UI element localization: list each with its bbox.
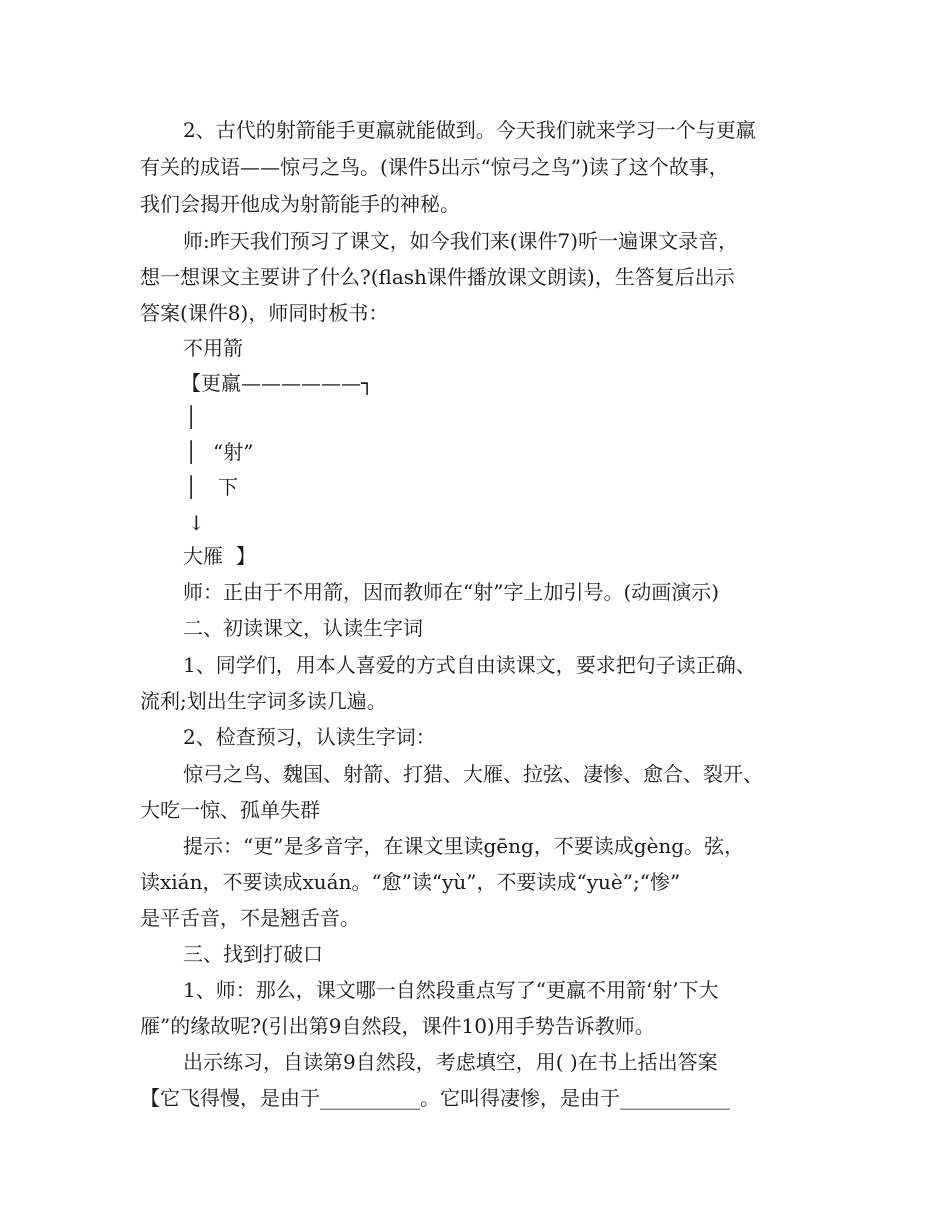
paragraph-line: 1、师：那么，课文哪一自然段重点写了“更羸不用箭‘射’下大 [183,978,719,1002]
paragraph-line: 惊弓之鸟、魏国、射箭、打猎、大雁、拉弦、凄惨、愈合、裂开、 [183,762,763,786]
paragraph-line: 是平舌音，不是翘舌音。 [140,906,360,930]
board-text-line: 不用箭 [183,336,243,360]
board-bracket-line: │ [185,440,198,464]
paragraph-line: 大吃一惊、孤单失群 [140,798,320,822]
paragraph-line: 师:昨天我们预习了课文，如今我们来(课件7)听一遍课文录音， [183,229,739,253]
board-text-line: 大雁 】 [183,544,256,568]
board-text-line: 下 [218,475,238,499]
paragraph-line: 2、检查预习，认读生字词： [183,725,436,749]
paragraph-line: 流利;划出生字词多读几遍。 [140,689,387,713]
board-text-line: “射” [213,440,254,464]
section-heading: 二、初读课文，认读生字词 [183,616,423,640]
paragraph-line: 读xián，不要读成xuán。“愈”读“yù”，不要读成“yuè”;“惨” [140,870,681,894]
paragraph-line: 1、同学们，用本人喜爱的方式自由读课文，要求把句子读正确、 [183,653,756,677]
paragraph-line: 我们会揭开他成为射箭能手的神秘。 [140,192,460,216]
paragraph-line: 雁”的缘故呢?(引出第9自然段，课件10)用手势告诉教师。 [140,1014,655,1038]
paragraph-line: 出示练习，自读第9自然段，考虑填空，用( )在书上括出答案 [183,1050,718,1074]
board-text-line: 【更羸——————┐ [181,371,374,395]
section-heading: 三、找到打破口 [183,942,323,966]
paragraph-line: 有关的成语——惊弓之鸟。(课件5出示“惊弓之鸟”)读了这个故事， [140,155,729,179]
board-bracket-line: │ [185,475,198,499]
board-bracket-line: │ [185,405,198,429]
paragraph-line: 2、古代的射箭能手更羸就能做到。今天我们就来学习一个与更羸 [183,118,756,142]
paragraph-line: 师：正由于不用箭，因而教师在“射”字上加引号。(动画演示) [183,580,720,604]
paragraph-line: 答案(课件8)，师同时板书： [140,301,389,325]
board-arrow-line: ↓ [188,511,205,535]
paragraph-line: 提示：“更”是多音字，在课文里读gēng，不要读成gèng。弦， [183,834,745,858]
paragraph-line: 【它飞得慢，是由于__________。它叫得凄惨，是由于___________ [140,1086,730,1110]
paragraph-line: 想一想课文主要讲了什么?(flash课件播放课文朗读)，生答复后出示 [140,265,735,289]
